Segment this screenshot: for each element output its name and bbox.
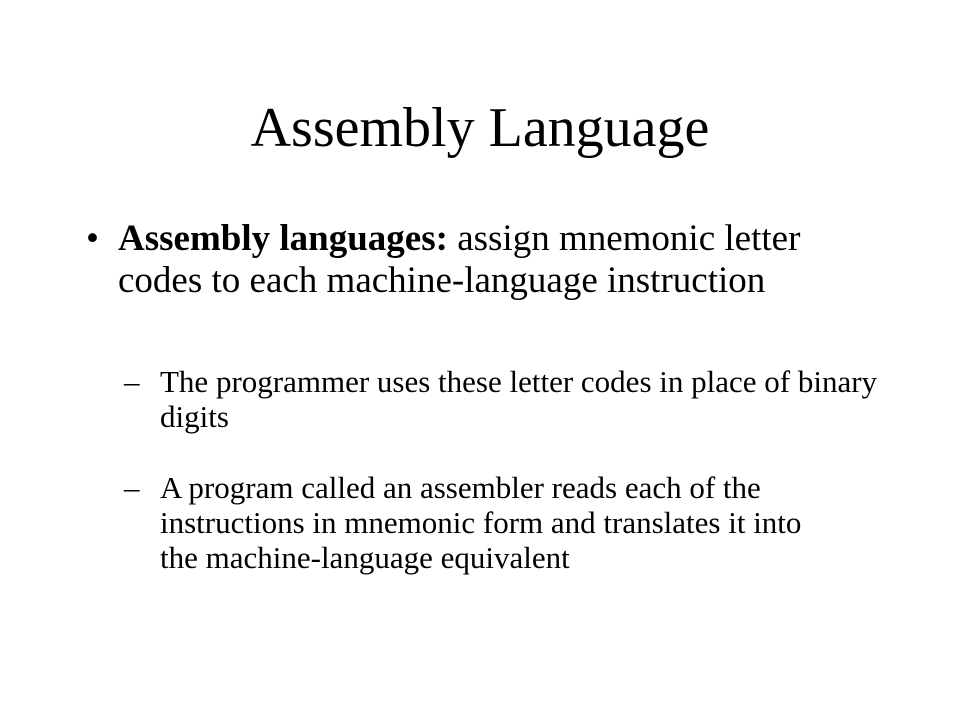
sub-bullet-1: The programmer uses these letter codes in place of binary digits <box>160 364 878 434</box>
sub-bullet-marker: – <box>124 364 140 399</box>
bullet-marker: • <box>86 218 99 259</box>
slide-title: Assembly Language <box>250 97 710 159</box>
main-bullet <box>118 218 838 302</box>
sub-bullet-2: A program called an assembler reads each of the instructions in mnemonic form and translates it into the machine-language equivalent <box>160 470 802 575</box>
bullet-term: Assembly languages: <box>118 218 448 259</box>
bullet-text: assign mnemonic letter codes to each machine-language instruction <box>118 218 801 301</box>
sub-bullet-marker: – <box>124 470 140 505</box>
